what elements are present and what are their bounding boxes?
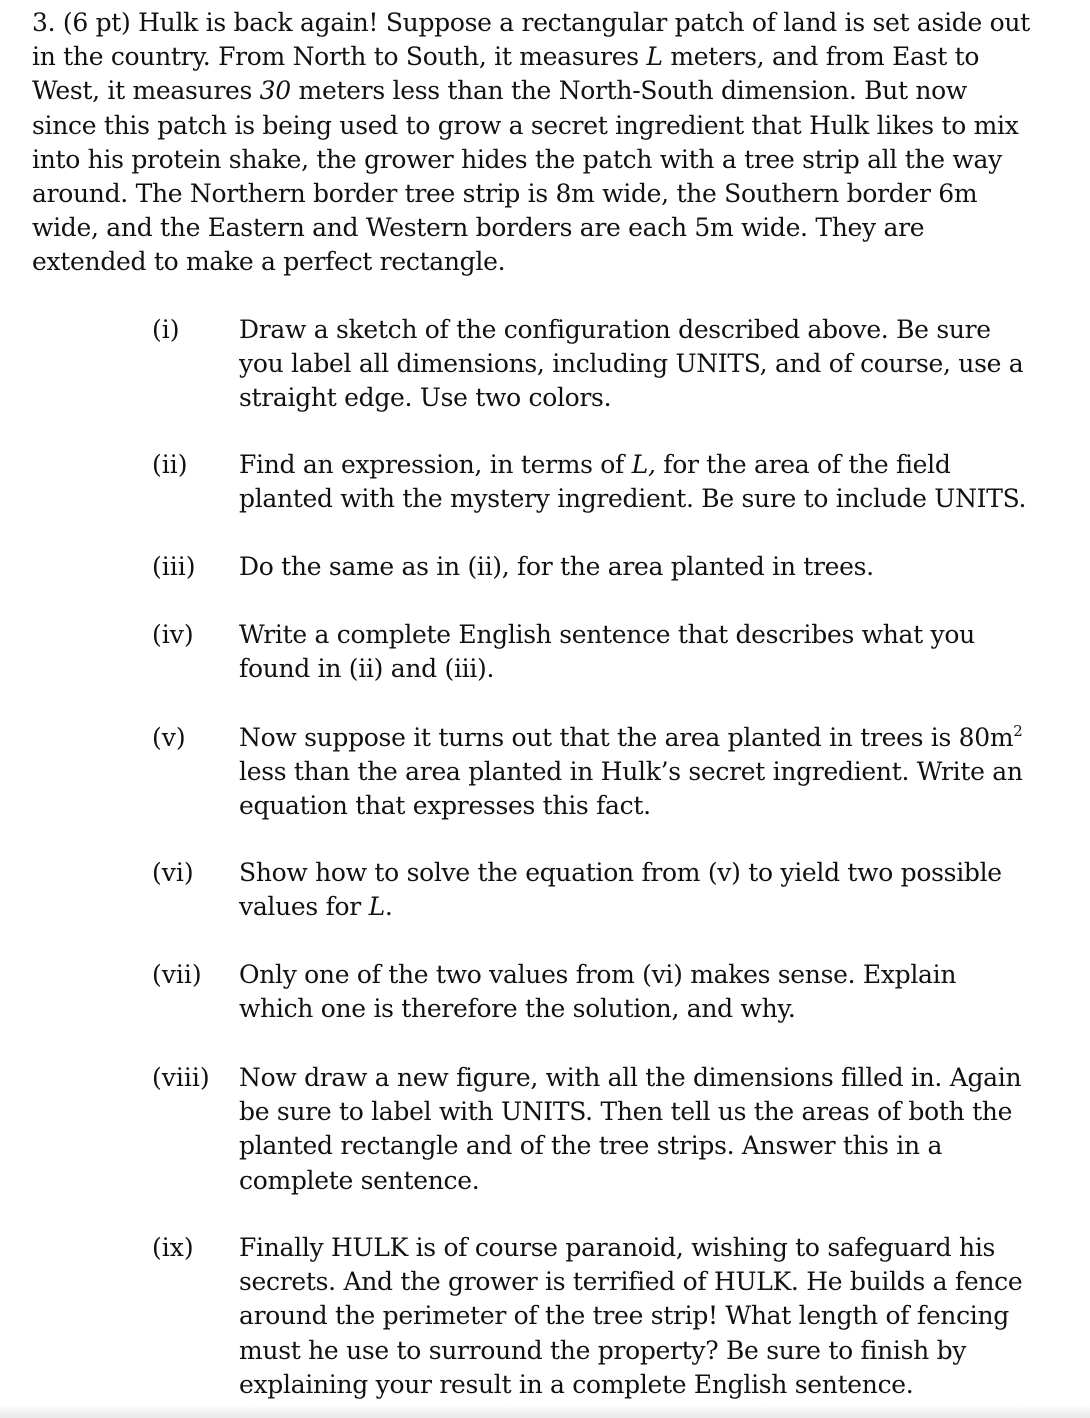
text-line: planted with the mystery ingredient. Be sure to include UNITS. [239, 484, 1027, 514]
text-line: Finally HULK is of course paranoid, wishing to safeguard his [239, 1233, 996, 1262]
question-text [239, 618, 1069, 686]
text-line: values for L. [239, 892, 393, 922]
question-label: (vii) [152, 960, 202, 989]
question-label: (iii) [152, 552, 196, 581]
text-line: secrets. And the grower is terrified of HULK. He builds a fence [239, 1267, 1023, 1297]
text-line: Find an expression, in terms of L, for the area of the field [239, 450, 951, 479]
text-line: Show how to solve the equation from (v) to yield two possible [239, 858, 1002, 887]
question-text [239, 1231, 1069, 1402]
italic-term: L [368, 892, 385, 922]
text-line: planted rectangle and of the tree strips. Answer this in a [239, 1131, 943, 1161]
question-label: (vi) [152, 858, 194, 887]
question-text [239, 856, 1069, 924]
question-label: (ix) [152, 1233, 194, 1262]
page-bottom-shadow [0, 1404, 1090, 1418]
text-line: around the perimeter of the tree strip! What length of fencing [239, 1301, 1010, 1331]
text-line: straight edge. Use two colors. [239, 383, 612, 413]
text-line: around. The Northern border tree strip is 8m wide, the Southern border 6m [32, 179, 978, 209]
question-text [239, 550, 1069, 584]
question-text [239, 958, 1069, 1026]
text-line: West, it measures 30 meters less than the North-South dimension. But now [32, 76, 968, 106]
text-line: wide, and the Eastern and Western borders are each 5m wide. They are [32, 213, 925, 243]
question-label: (ii) [152, 450, 188, 479]
text-line: in the country. From North to South, it measures L meters, and from East to [32, 42, 980, 72]
text-line: Only one of the two values from (vi) makes sense. Explain [239, 960, 957, 989]
text-line: into his protein shake, the grower hides the patch with a tree strip all the way [32, 144, 1002, 174]
text-line: you label all dimensions, including UNITS, and of course, use a [239, 349, 1024, 379]
text-line: extended to make a perfect rectangle. [32, 247, 506, 277]
question-text [239, 721, 1069, 824]
text-line: complete sentence. [239, 1165, 480, 1195]
question-text [239, 313, 1069, 416]
text-line: equation that expresses this fact. [239, 791, 651, 821]
text-line: Now draw a new figure, with all the dimensions filled in. Again [239, 1063, 1022, 1092]
text-line: explaining your result in a complete English sentence. [239, 1369, 914, 1399]
text-line: Draw a sketch of the configuration described above. Be sure [239, 315, 991, 344]
text-line: which one is therefore the solution, and why. [239, 994, 796, 1024]
text-line: Do the same as in (ii), for the area planted in trees. [239, 552, 874, 581]
text-line: Now suppose it turns out that the area planted in trees is $80m^2$ [239, 722, 1023, 752]
text-line: be sure to label with UNITS. Then tell us the areas of both the [239, 1097, 1013, 1127]
problem-statement [32, 6, 1072, 280]
italic-term: L, [631, 450, 656, 479]
question-label: (iv) [152, 620, 194, 649]
text-line: Write a complete English sentence that describes what you [239, 620, 975, 649]
superscript: 2 [1013, 722, 1023, 740]
text-line: found in (ii) and (iii). [239, 654, 495, 684]
text-line: since this patch is being used to grow a secret ingredient that Hulk likes to mix [32, 110, 1019, 140]
italic-term: 30 [259, 76, 291, 106]
question-text [239, 1061, 1069, 1198]
question-label: (i) [152, 315, 180, 344]
question-label: (viii) [152, 1063, 210, 1092]
question-label: (v) [152, 723, 186, 752]
text-line: less than the area planted in Hulk’s secret ingredient. Write an [239, 757, 1023, 787]
italic-term: L [646, 42, 663, 72]
text-line: must he use to surround the property? Be sure to finish by [239, 1335, 967, 1365]
text-line: 3. (6 pt) Hulk is back again! Suppose a rectangular patch of land is set aside out [32, 8, 1030, 37]
question-text [239, 448, 1069, 516]
